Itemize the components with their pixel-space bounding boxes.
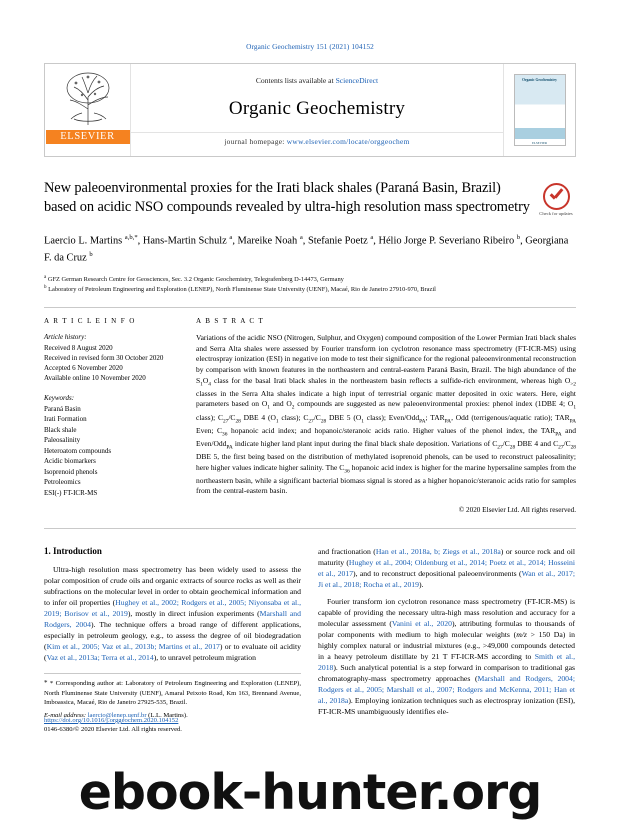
- journal-homepage-line: [131, 132, 503, 146]
- citation-link[interactable]: Smith et al., 2018: [318, 652, 576, 673]
- affiliation-list: [44, 274, 576, 295]
- keyword-1: Irati Formation: [44, 415, 87, 424]
- email-label: E-mail address:: [44, 711, 88, 719]
- keywords-label: Keywords:: [44, 393, 75, 402]
- divider-bottom: [44, 528, 576, 529]
- article-info-heading: A R T I C L E I N F O: [44, 316, 136, 325]
- affiliation-b: $^b$ Laboratory of Petroleum Engineering and Exploration (LENEP), North Fluminense State University (UENF), Macaé, Rio de Janeiro 27910-970, Brazil: [44, 285, 436, 294]
- journal-masthead: [44, 63, 576, 157]
- keyword-7: Petroleomics: [44, 478, 81, 487]
- paragraph-intro-2: and fractionation (Han et al., 2018a, b; Ziegs et al., 2018a) or source rock and oil maturity (Hughey et al., 2004; Oldenburg et al., 2014; Poetz et al., 2014; Hosseini et al., 2017), and to reconstruct depositional paleoenvironments (Wan et al., 2017; Ji et al., 2018; Rocha et al., 2019).: [318, 547, 576, 590]
- paragraph-intro-1: Ultra-high resolution mass spectrometry has been widely used to assess the polar composition of crude oils and organic extracts of source rocks as well as their subfractions on the molecular level in order to obtain geochemical information and to infer oil properties (Hughey et al., 2002; Rodgers et al., 2005; Niyonsaba et al., 2019; Borisov et al., 2019), mostly in direct infusion experiments (Marshall and Rodgers, 2004). The technique offers a broad range of different applications, especially in petroleum geology, e.g., to assess the degree of oil biodegradation (Kim et al., 2005; Vaz et al., 2013b; Martins et al., 2017) or to evaluate oil acidity (Vaz et al., 2013a; Terra et al., 2014), to unravel petroleum migration: [44, 565, 301, 663]
- keyword-5: Acidic biomarkers: [44, 457, 96, 466]
- citation-link[interactable]: Marshall and Rodgers, 2004; Rodgers et al., 2005; Marshall et al., 2007; Rodgers and McKenna, 2011; Han et al., 2018a: [318, 674, 575, 706]
- history-3: Available online 10 November 2020: [44, 374, 146, 383]
- journal-cover-thumb: [503, 64, 575, 156]
- keyword-6: Isoprenoid phenols: [44, 467, 98, 476]
- page-title: New paleoenvironmental proxies for the Irati black shales (Paraná Basin, Brazil) based on acidic NSO compounds revealed by ultra-high resolution mass spectrometry: [44, 180, 530, 216]
- crossmark-icon: [543, 183, 570, 210]
- keyword-4: Heteroatom compounds: [44, 446, 112, 455]
- copyright-line: © 2020 Elsevier Ltd. All rights reserved.: [458, 506, 576, 515]
- running-head: Organic Geochemistry 151 (2021) 104152: [246, 42, 374, 51]
- keyword-2: Black shale: [44, 425, 77, 434]
- history-0: Received 8 August 2020: [44, 343, 113, 352]
- crossmark-badge[interactable]: [536, 183, 576, 216]
- citation-link[interactable]: Marshall and Rodgers, 2004: [44, 609, 301, 630]
- masthead-center: [131, 64, 503, 156]
- divider-top: [44, 307, 576, 308]
- homepage-prefix: journal homepage:: [224, 137, 287, 146]
- citation-link[interactable]: Hughey et al., 2002; Rodgers et al., 2005; Niyonsaba et al., 2019; Borisov et al., 2019: [44, 598, 301, 619]
- abstract-text: Variations of the acidic NSO (Nitrogen, Sulphur, and Oxygen) compound composition of the Lower Permian Irati black shales and Serra Alta shales were assessed by Fourier transform ion cyclotron resonance mass spectrometry (FT-ICR-MS) using electrospray ionization (ESI) in negative ion mode to test their significance for the regional paleoenvironmental reconstruction by comparison with known features in the northeastern and central-eastern Paraná Basin, Brazil. The high abundance of the $S_1O_4$ class for the basal Irati black shales in the northeastern basin reflects a sulfide-rich environment, whereas high $O_{>2}$ classes in the Serra Alta shales indicate a high input of terrestrial organic matter deposited in oxic waters. Here, eight parameters based on $O_1$ and $O_2$ compounds are suggested as new paleoenvironmental proxies: phenol index (1DBE 4; $O_1$ class); $C_{27}/C_{28}$ DBE 4 ($O_1$ class); $C_{27}/C_{28}$ DBE 5 ($O_1$ class); Even/Odd$_{PA}$; $TAR_{PA}$, Odd (terrigenous/aquatic ratio); $TAR_{PA}$ Even; $C_{36}$ hopanoic acid index; and hopanoic/steranoic acids ratio. Higher values of the phenol index, the $TAR_{PA}$ and Even/Odd$_{PA}$ indicate higher land plant input during the final black shale deposition. Variations of $C_{27}/C_{28}$ DBE 4 and $C_{27}/C_{28}$ DBE 5, the first being based on the distribution of methylated isoprenoid phenols, can be used to reconstruct paleosalinity; here higher values indicate higher salinity. The $C_{36}$ hopanoic acid index is higher for the marine hypersaline samples from the northeastern basin, while a significant bacterial biomass signal is stored as a higher hopanoic/steranoic acids ratio for samples from the central-eastern basin.: [196, 332, 577, 496]
- paragraph-intro-3: Fourier transform ion cyclotron resonance mass spectrometry (FT-ICR-MS) is capable of providing the necessary ultra-high mass resolution and accuracy for a molecular assessment (Vanini et al., 2020), attributing formulas to thousands of polar components with medium to high molecular weights (m/z > 150 Da) in highly complex natural or industrial mixtures (e.g., >49,000 compounds detected in a heavy petroleum distillate by 21 T FT-ICR-MS according to Smith et al., 2018). Such analytical potential is a step forward in comparison to traditional gas chromatography-mass spectrometry approaches (Marshall and Rodgers, 2004; Rodgers et al., 2005; Marshall et al., 2007; Rodgers and McKenna, 2011; Han et al., 2018a). Employing ionization techniques such as electrospray ionization (ESI), FT-ICR-MS unambiguously identifies ele-: [318, 597, 576, 717]
- crossmark-label: Check for updates: [539, 211, 573, 216]
- citation-link[interactable]: Han et al., 2018a, b; Ziegs et al., 2018a: [375, 547, 501, 557]
- body-columns: [44, 546, 576, 723]
- doi-block: [44, 716, 301, 735]
- citation-link[interactable]: Vaz et al., 2013a; Terra et al., 2014: [46, 653, 154, 663]
- sciencedirect-link[interactable]: ScienceDirect: [335, 76, 379, 85]
- publisher-logo: [45, 64, 131, 156]
- doi-link[interactable]: https://doi.org/10.1016/j.orggeochem.2020.104152: [44, 716, 179, 724]
- history-2: Accepted 6 November 2020: [44, 364, 123, 373]
- article-info-column: [44, 317, 196, 514]
- issn-copyright: 0146-6380/© 2020 Elsevier Ltd. All rights reserved.: [44, 726, 182, 734]
- journal-title: Organic Geochemistry: [228, 98, 406, 119]
- cover-title: Organic Geochemistry: [522, 78, 557, 82]
- corresponding-author-note: * Corresponding author at: Laboratory of Petroleum Engineering and Exploration (LENEP), North Fluminense State University (UENF), Amaral Peixoto Road, Km 163, Brennand Avenue, Imboassica, Macaé, Rio de Janeiro 27925-535, Brazil.: [44, 680, 301, 707]
- citation-link[interactable]: Wan et al., 2017; Ji et al., 2018; Rocha et al., 2019: [318, 569, 575, 590]
- homepage-link[interactable]: www.elsevier.com/locate/orggeochem: [286, 137, 410, 146]
- cover-footer: ELSEVIER: [531, 141, 548, 145]
- footnote-block: [44, 673, 301, 720]
- cover-image: [514, 74, 566, 146]
- elsevier-wordmark: ELSEVIER: [46, 130, 130, 144]
- email-suffix: (L.L. Martins).: [146, 711, 188, 719]
- keyword-3: Paleosalinity: [44, 436, 81, 445]
- contents-prefix: Contents lists available at: [255, 76, 336, 85]
- citation-link[interactable]: Vanini et al., 2020: [391, 619, 452, 629]
- footnote-marker: *: [44, 679, 48, 688]
- section-heading-introduction: 1. Introduction: [44, 546, 102, 557]
- cover-band: [515, 128, 565, 139]
- abstract-heading: A B S T R A C T: [196, 316, 265, 325]
- abstract-column: [196, 317, 576, 514]
- keyword-8: ESI(-) FT-ICR-MS: [44, 488, 98, 497]
- elsevier-tree-icon: [52, 67, 124, 129]
- affiliation-a: $^a$ GFZ German Research Centre for Geosciences, Sec. 3.2 Organic Geochemistry, Telegrafenberg D-14473, Germany: [44, 274, 344, 283]
- title-block: [44, 179, 576, 217]
- watermark-text: ebook-hunter.org: [78, 764, 542, 821]
- history-1: Received in revised form 30 October 2020: [44, 354, 164, 363]
- contents-line: [256, 76, 378, 85]
- citation-link[interactable]: Kim et al., 2005; Vaz et al., 2013b; Martins et al., 2017: [46, 642, 220, 652]
- body-column-left: [44, 546, 301, 723]
- body-column-right: [318, 546, 575, 723]
- info-abstract-row: [44, 317, 576, 514]
- email-address[interactable]: laercio@lenep.uenf.br: [87, 711, 147, 719]
- citation-link[interactable]: Hughey et al., 2004; Oldenburg et al., 2014; Poetz et al., 2014; Hosseini et al., 2017: [318, 558, 575, 579]
- keyword-0: Paraná Basin: [44, 404, 81, 413]
- author-list: Laercio L. Martins $^{a,b,*}$, Hans-Martin Schulz $^a$, Mareike Noah $^a$, Stefanie Poetz $^a$, Hélio Jorge P. Severiano Ribeiro $^b$, Georgiana F. da Cruz $^b$: [44, 234, 569, 264]
- history-label: Article history:: [44, 332, 87, 341]
